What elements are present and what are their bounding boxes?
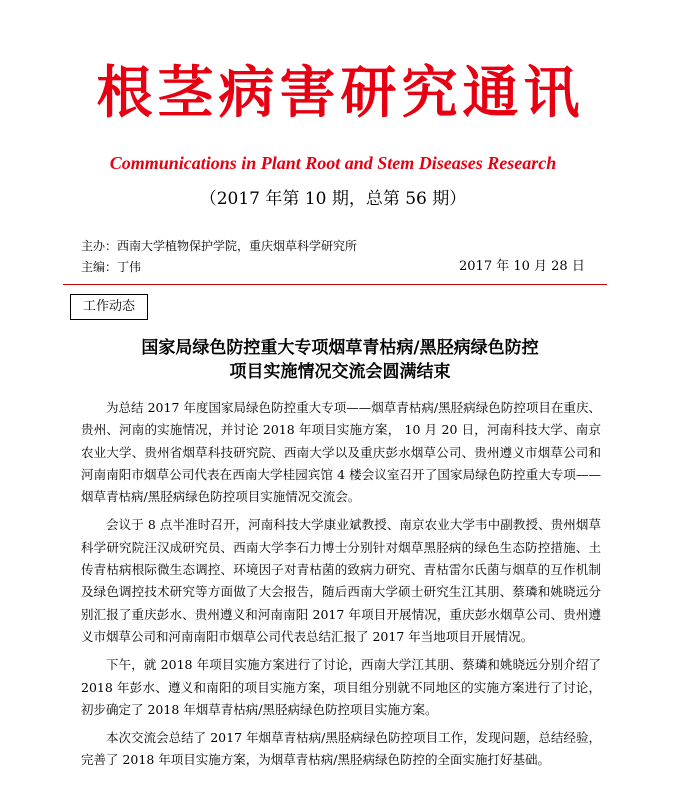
paragraph-3: 下午，就 2018 年项目实施方案进行了讨论，西南大学江其朋、蔡璘和姚晓远分别介绍了 2018 年彭水、遵义和南阳的项目实施方案，项目组分别就不同地区的实施方案进行了讨论，初步确定了 2018 年烟草青枯病/黑胫病绿色防控项目实施方案。 — [81, 657, 601, 717]
publish-date: 2017 年 10 月 28 日 — [459, 259, 585, 274]
headline-line-1: 国家局绿色防控重大专项烟草青枯病/黑胫病绿色防控 — [141, 338, 539, 358]
paragraph-2: 会议于 8 点半准时召开，河南科技大学康业斌教授、南京农业大学韦中副教授、贵州烟草科学研究院汪汉成研究员、西南大学李石力博士分别针对烟草黑胫病的绿色生态防控措施、土传青枯病根际微生态调控、环境因子对青枯菌的致病力研究、青枯雷尔氏菌与烟草的互作机制及绿色调控技术研究等方面做了大会报告，随后西南大学硕士研究生江其朋、蔡璘和姚晓远分别汇报了重庆彭水、贵州遵义和河南南阳 2017 年项目开展情况，重庆彭水烟草公司、贵州遵义市烟草公司和河南南阳市烟草公司代表总结汇报了 2017 年当地项目开展情况。 — [81, 517, 601, 644]
issue-number: （2017 年第 10 期，总第 56 期） — [199, 189, 467, 209]
editor-line — [81, 259, 585, 275]
headline-line-2: 项目实施情况交流会圆满结束 — [229, 362, 451, 382]
newsletter-english-title: Communications in Plant Root and Stem Diseases Research — [109, 153, 557, 173]
section-label: 工作动态 — [70, 294, 148, 320]
article-headline — [90, 336, 590, 384]
header-divider — [63, 284, 607, 285]
article-body — [81, 397, 601, 778]
editor-name: 主编：丁伟 — [81, 260, 142, 274]
paragraph-4: 本次交流会总结了 2017 年烟草青枯病/黑胫病绿色防控项目工作，发现问题，总结经验，完善了 2018 年项目实施方案，为烟草青枯病/黑胫病绿色防控的全面实施打好基础。 — [81, 730, 601, 768]
newsletter-title: 根茎病害研究通讯 — [96, 61, 585, 126]
sponsor-line: 主办：西南大学植物保护学院，重庆烟草科学研究所 — [81, 239, 358, 253]
paragraph-1: 为总结 2017 年度国家局绿色防控重大专项——烟草青枯病/黑胫病绿色防控项目在重庆、贵州、河南的实施情况，并讨论 2018 年项目实施方案， 10 月 20 日，河南科技大学、南京农业大学、贵州省烟草科技研究院、西南大学以及重庆彭水烟草公司、贵州遵义市烟草公司和河南南阳市烟草公司代表在西南大学桂园宾馆 4 楼会议室召开了国家局绿色防控重大专项——烟草青枯病/黑胫病绿色防控项目实施情况交流会。 — [81, 400, 601, 505]
